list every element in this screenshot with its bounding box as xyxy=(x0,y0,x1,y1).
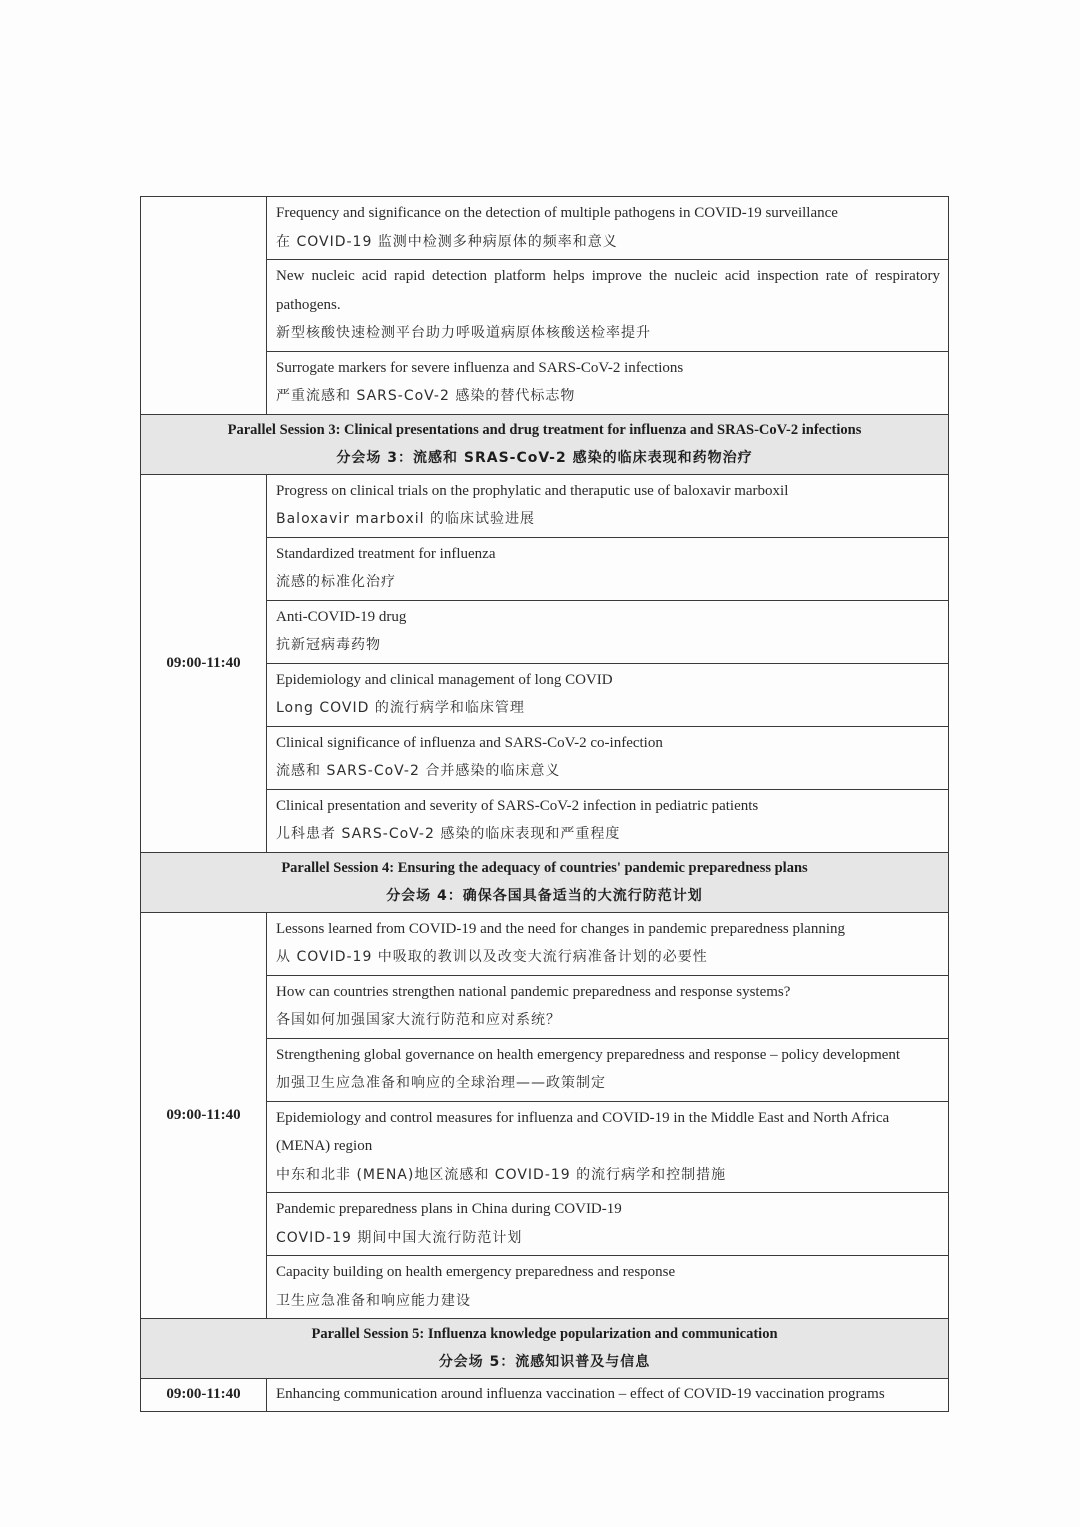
session-title-zh: 分会场 5：流感知识普及与信息 xyxy=(438,1354,651,1370)
topic-en: Anti-COVID-19 drug xyxy=(276,608,407,625)
topic-zh: 各国如何加强国家大流行防范和应对系统？ xyxy=(276,1012,561,1028)
table-row xyxy=(141,912,949,975)
topic-en: New nucleic acid rapid detection platform helps improve the nucleic acid inspection rate of respiratory pathogens. xyxy=(276,268,940,313)
session-title-zh: 分会场 4：确保各国具备适当的大流行防范计划 xyxy=(386,887,703,904)
topic-cell xyxy=(267,726,949,789)
topic-cell xyxy=(267,912,949,975)
topic-zh: 严重流感和 SARS-CoV-2 感染的替代标志物 xyxy=(276,388,576,404)
session-title-zh: 分会场 3：流感和 SRAS-CoV-2 感染的临床表现和药物治疗 xyxy=(336,449,753,466)
topic-en: Frequency and significance on the detection of multiple pathogens in COVID-19 surveillance xyxy=(276,205,838,221)
topic-cell xyxy=(267,197,949,260)
topic-zh: COVID-19 期间中国大流行防范计划 xyxy=(276,1229,523,1246)
session-header-row xyxy=(141,414,949,474)
topic-cell xyxy=(267,1379,949,1412)
topic-cell xyxy=(267,351,949,414)
topic-en: Strengthening global governance on health emergency preparedness and response – policy development xyxy=(276,1046,901,1063)
topic-cell xyxy=(267,474,949,537)
topic-zh: 流感和 SARS-CoV-2 合并感染的临床意义 xyxy=(276,763,561,779)
topic-zh: 中东和北非 (MENA)地区流感和 COVID-19 的流行病学和控制措施 xyxy=(276,1166,727,1183)
topic-zh: 儿科患者 SARS-CoV-2 感染的临床表现和严重程度 xyxy=(276,826,621,842)
time-cell-empty xyxy=(141,197,267,415)
session-header-row xyxy=(141,1319,949,1379)
topic-cell xyxy=(267,537,949,600)
topic-zh: 卫生应急准备和响应能力建设 xyxy=(276,1292,471,1309)
topic-en: Epidemiology and clinical management of long COVID xyxy=(276,671,613,688)
topic-en: How can countries strengthen national pandemic preparedness and response systems? xyxy=(276,983,791,1000)
topic-cell xyxy=(267,975,949,1038)
topic-en: Progress on clinical trials on the prophylatic and theraputic use of baloxavir marboxil xyxy=(276,482,789,499)
topic-zh: 流感的标准化治疗 xyxy=(276,574,396,590)
topic-zh: 加强卫生应急准备和响应的全球治理——政策制定 xyxy=(276,1075,606,1091)
topic-en: Surrogate markers for severe influenza and SARS-CoV-2 infections xyxy=(276,359,684,376)
topic-zh: 从 COVID-19 中吸取的教训以及改变大流行病准备计划的必要性 xyxy=(276,949,708,965)
topic-cell xyxy=(267,1038,949,1101)
time-cell: 09:00-11:40 xyxy=(141,912,267,1319)
topic-zh: 抗新冠病毒药物 xyxy=(276,637,381,653)
topic-cell xyxy=(267,1193,949,1256)
session-3-header xyxy=(141,414,949,474)
session-header-row xyxy=(141,852,949,912)
schedule-table xyxy=(140,196,949,1412)
topic-cell xyxy=(267,260,949,352)
topic-cell xyxy=(267,1101,949,1193)
topic-cell xyxy=(267,663,949,726)
topic-zh: 在 COVID-19 监测中检测多种病原体的频率和意义 xyxy=(276,233,618,250)
topic-zh: Long COVID 的流行病学和临床管理 xyxy=(276,700,525,716)
topic-cell xyxy=(267,789,949,852)
table-row xyxy=(141,1379,949,1412)
session-5-header xyxy=(141,1319,949,1379)
topic-en: Enhancing communication around influenza vaccination – effect of COVID-19 vaccination programs xyxy=(276,1386,885,1402)
time-cell: 09:00-11:40 xyxy=(141,474,267,852)
table-row xyxy=(141,197,949,260)
session-title-en: Parallel Session 5: Influenza knowledge popularization and communication xyxy=(311,1326,778,1342)
topic-cell xyxy=(267,1256,949,1319)
topic-en: Pandemic preparedness plans in China during COVID-19 xyxy=(276,1201,622,1217)
table-row xyxy=(141,474,949,537)
topic-en: Epidemiology and control measures for influenza and COVID-19 in the Middle East and North Africa (MENA) region xyxy=(276,1109,890,1154)
topic-en: Clinical significance of influenza and SARS-CoV-2 co-infection xyxy=(276,734,663,751)
topic-en: Capacity building on health emergency preparedness and response xyxy=(276,1264,676,1280)
time-cell: 09:00-11:40 xyxy=(141,1379,267,1412)
topic-zh: 新型核酸快速检测平台助力呼吸道病原体核酸送检率提升 xyxy=(276,325,651,341)
topic-en: Clinical presentation and severity of SARS-CoV-2 infection in pediatric patients xyxy=(276,797,759,814)
topic-cell xyxy=(267,600,949,663)
topic-en: Standardized treatment for influenza xyxy=(276,545,496,562)
session-title-en: Parallel Session 4: Ensuring the adequacy of countries' pandemic preparedness plans xyxy=(281,859,808,876)
topic-en: Lessons learned from COVID-19 and the need for changes in pandemic preparedness planning xyxy=(276,920,845,937)
session-4-header xyxy=(141,852,949,912)
topic-zh: Baloxavir marboxil 的临床试验进展 xyxy=(276,511,535,527)
session-title-en: Parallel Session 3: Clinical presentations and drug treatment for influenza and SRAS-CoV-2 infections xyxy=(227,421,862,438)
